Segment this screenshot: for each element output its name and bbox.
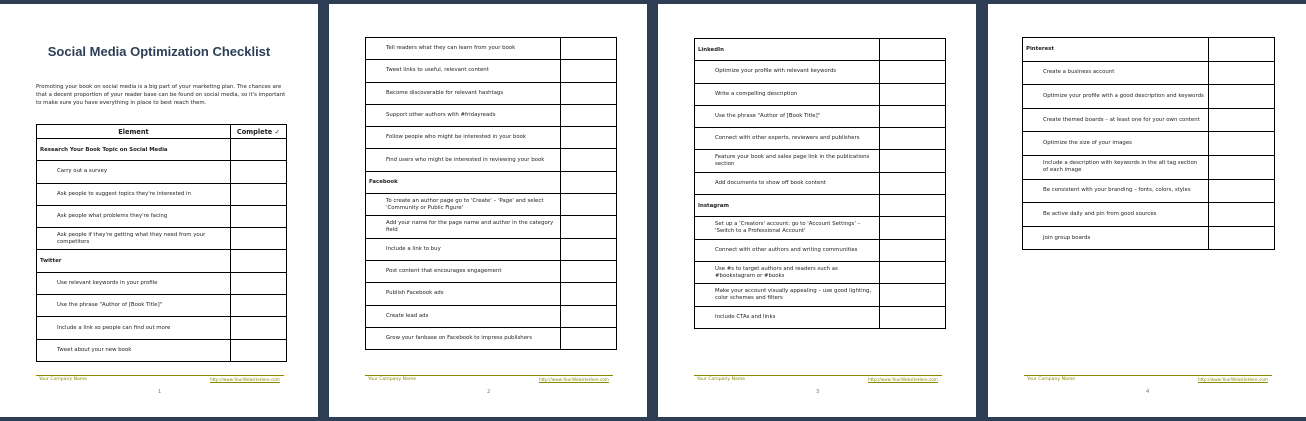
complete-checkbox-cell[interactable] xyxy=(880,239,946,261)
complete-checkbox-cell[interactable] xyxy=(880,284,946,306)
checklist-row xyxy=(37,161,287,183)
complete-checkbox-cell[interactable] xyxy=(880,105,946,127)
complete-checkbox-cell[interactable] xyxy=(880,217,946,239)
section-heading: Pinterest xyxy=(1023,38,1209,62)
complete-checkbox-cell[interactable] xyxy=(231,228,287,250)
footer-rule xyxy=(1024,375,1272,376)
document-page-4 xyxy=(988,4,1306,417)
footer-rule xyxy=(36,375,284,376)
checklist-table-page-3 xyxy=(694,38,946,329)
header-element: Element xyxy=(37,125,231,139)
complete-checkbox-cell[interactable] xyxy=(880,128,946,150)
checklist-item-label: Optimize the size of your images xyxy=(1023,132,1209,156)
complete-checkbox-cell[interactable] xyxy=(231,205,287,227)
complete-checkbox-cell[interactable] xyxy=(880,39,946,61)
checklist-item-label: Connect with other authors and writing communities xyxy=(695,239,880,261)
checklist-item-label: Publish Facebook ads xyxy=(366,283,561,305)
complete-checkbox-cell[interactable] xyxy=(561,104,617,126)
checklist-row xyxy=(1023,203,1275,227)
section-row xyxy=(695,39,946,61)
checklist-item-label: Create lead ads xyxy=(366,305,561,327)
complete-checkbox-cell[interactable] xyxy=(1209,179,1275,203)
checklist-row xyxy=(366,194,617,216)
section-row xyxy=(695,195,946,217)
checklist-row xyxy=(1023,155,1275,179)
section-heading: Research Your Book Topic on Social Media xyxy=(37,139,231,161)
complete-checkbox-cell[interactable] xyxy=(231,339,287,361)
page-number: 3 xyxy=(816,389,820,395)
checklist-item-label: Support other authors with #fridayreads xyxy=(366,104,561,126)
checklist-row xyxy=(366,38,617,60)
checklist-table-page-1 xyxy=(36,124,287,362)
section-row xyxy=(37,250,287,272)
footer-website-link[interactable]: http://www.YourWebsiteHere.com xyxy=(210,377,280,382)
complete-checkbox-cell[interactable] xyxy=(880,83,946,105)
checklist-item-label: Tweet about your new book xyxy=(37,339,231,361)
footer-rule xyxy=(365,375,613,376)
footer-company: Your Company Name xyxy=(39,377,88,382)
checklist-item-label: Follow people who might be interested in your book xyxy=(366,127,561,149)
checklist-row xyxy=(695,128,946,150)
checklist-item-label: Include a link to buy xyxy=(366,238,561,260)
section-row xyxy=(37,139,287,161)
header-complete: Complete ✓ xyxy=(231,125,287,139)
checklist-item-label: Be consistent with your branding – fonts, colors, styles xyxy=(1023,179,1209,203)
complete-checkbox-cell[interactable] xyxy=(231,317,287,339)
checklist-row xyxy=(695,172,946,194)
checklist-item-label: Join group boards xyxy=(1023,226,1209,250)
complete-checkbox-cell[interactable] xyxy=(561,149,617,171)
checklist-row xyxy=(695,61,946,83)
checklist-item-label: Carry out a survey xyxy=(37,161,231,183)
checklist-item-label: Tell readers what they can learn from your book xyxy=(366,38,561,60)
document-page-2 xyxy=(329,4,647,417)
checklist-row xyxy=(37,339,287,361)
complete-checkbox-cell[interactable] xyxy=(561,260,617,282)
checklist-item-label: Ask people to suggest topics they're interested in xyxy=(37,183,231,205)
checklist-item-label: Set up a 'Creators' account: go to 'Account Settings' – 'Switch to a Professional Account' xyxy=(695,217,880,239)
checklist-row xyxy=(366,305,617,327)
checklist-item-label: Ask people what problems they're facing xyxy=(37,205,231,227)
checklist-item-label: Include a description with keywords in the alt tag section of each image xyxy=(1023,155,1209,179)
section-row xyxy=(366,171,617,193)
complete-checkbox-cell[interactable] xyxy=(1209,85,1275,109)
checklist-row xyxy=(37,205,287,227)
checklist-item-label: Use the phrase "Author of [Book Title]" xyxy=(695,105,880,127)
checklist-item-label: Add documents to show off book content xyxy=(695,172,880,194)
complete-checkbox-cell[interactable] xyxy=(231,161,287,183)
complete-checkbox-cell[interactable] xyxy=(1209,61,1275,85)
checklist-row xyxy=(366,327,617,349)
section-heading: Instagram xyxy=(695,195,880,217)
complete-checkbox-cell[interactable] xyxy=(561,60,617,82)
checklist-row xyxy=(37,183,287,205)
checklist-row xyxy=(37,228,287,250)
checklist-item-label: Use #s to target authors and readers such as #bookstagram or #books xyxy=(695,261,880,283)
checklist-item-label: Grow your fanbase on Facebook to impress publishers xyxy=(366,327,561,349)
complete-checkbox-cell[interactable] xyxy=(1209,132,1275,156)
checklist-item-label: Create a business account xyxy=(1023,61,1209,85)
checklist-row xyxy=(695,261,946,283)
complete-checkbox-cell[interactable] xyxy=(231,250,287,272)
complete-checkbox-cell[interactable] xyxy=(880,61,946,83)
checklist-row xyxy=(366,283,617,305)
checklist-item-label: Make your account visually appealing – use good lighting, color schemes and filters xyxy=(695,284,880,306)
checklist-row xyxy=(37,295,287,317)
checklist-item-label: To create an author page go to 'Create' – 'Page' and select 'Community or Public Figure' xyxy=(366,194,561,216)
checklist-item-label: Optimize your profile with a good description and keywords xyxy=(1023,85,1209,109)
complete-checkbox-cell[interactable] xyxy=(561,82,617,104)
checklist-row xyxy=(1023,226,1275,250)
document-page-1 xyxy=(0,4,318,417)
complete-checkbox-cell[interactable] xyxy=(1209,155,1275,179)
document-page-3 xyxy=(658,4,976,417)
complete-checkbox-cell[interactable] xyxy=(1209,108,1275,132)
footer-company: Your Company Name xyxy=(368,377,417,382)
checklist-row xyxy=(1023,85,1275,109)
checklist-row xyxy=(366,127,617,149)
footer-rule xyxy=(694,375,942,376)
checklist-row xyxy=(695,284,946,306)
checklist-row xyxy=(366,216,617,238)
checklist-table-page-2 xyxy=(365,37,617,350)
section-heading: LinkedIn xyxy=(695,39,880,61)
checklist-row xyxy=(695,105,946,127)
checklist-item-label: Use the phrase "Author of [Book Title]" xyxy=(37,295,231,317)
checklist-row xyxy=(366,260,617,282)
checklist-row xyxy=(695,306,946,328)
complete-checkbox-cell[interactable] xyxy=(561,216,617,238)
complete-checkbox-cell[interactable] xyxy=(561,171,617,193)
complete-checkbox-cell[interactable] xyxy=(231,183,287,205)
checklist-row xyxy=(37,272,287,294)
complete-checkbox-cell[interactable] xyxy=(561,283,617,305)
intro-paragraph: Promoting your book on social media is a big part of your marketing plan. The chances are that a decent proportion of your reader base can be found on social media, so it's important to make sure you have everything in place to best reach them. xyxy=(36,84,286,106)
checklist-row xyxy=(366,149,617,171)
complete-checkbox-cell[interactable] xyxy=(231,272,287,294)
page-number: 4 xyxy=(1146,389,1150,395)
checklist-row xyxy=(366,104,617,126)
checklist-item-label: Post content that encourages engagement xyxy=(366,260,561,282)
section-heading: Facebook xyxy=(366,171,561,193)
footer-website-link[interactable]: http://www.YourWebsiteHere.com xyxy=(868,377,938,382)
checklist-item-label: Be active daily and pin from good sources xyxy=(1023,203,1209,227)
complete-checkbox-cell[interactable] xyxy=(1209,226,1275,250)
checklist-item-label: Tweet links to useful, relevant content xyxy=(366,60,561,82)
footer-company: Your Company Name xyxy=(1027,377,1076,382)
checklist-item-label: Feature your book and sales page link in the publications section xyxy=(695,150,880,172)
footer-website-link[interactable]: http://www.YourWebsiteHere.com xyxy=(539,377,609,382)
checklist-item-label: Write a compelling description xyxy=(695,83,880,105)
complete-checkbox-cell[interactable] xyxy=(1209,203,1275,227)
section-row xyxy=(1023,38,1275,62)
footer-company: Your Company Name xyxy=(697,377,746,382)
document-title: Social Media Optimization Checklist xyxy=(47,44,271,59)
checklist-item-label: Find users who might be interested in reviewing your book xyxy=(366,149,561,171)
checklist-item-label: Include CTAs and links xyxy=(695,306,880,328)
checklist-row xyxy=(1023,108,1275,132)
checklist-item-label: Optimize your profile with relevant keywords xyxy=(695,61,880,83)
complete-checkbox-cell[interactable] xyxy=(561,238,617,260)
complete-checkbox-cell[interactable] xyxy=(880,150,946,172)
page-number: 2 xyxy=(487,389,491,395)
checklist-row xyxy=(695,217,946,239)
checklist-row xyxy=(1023,179,1275,203)
complete-checkbox-cell[interactable] xyxy=(231,295,287,317)
checklist-row xyxy=(366,82,617,104)
page-number: 1 xyxy=(158,389,162,395)
checklist-row xyxy=(695,83,946,105)
checklist-item-label: Become discoverable for relevant hashtags xyxy=(366,82,561,104)
checklist-row xyxy=(1023,61,1275,85)
footer-website-link[interactable]: http://www.YourWebsiteHere.com xyxy=(1198,377,1268,382)
complete-checkbox-cell[interactable] xyxy=(561,38,617,60)
checklist-item-label: Add your name for the page name and author in the category field xyxy=(366,216,561,238)
complete-checkbox-cell[interactable] xyxy=(880,172,946,194)
checklist-item-label: Ask people if they're getting what they need from your competitors xyxy=(37,228,231,250)
checklist-item-label: Connect with other experts, reviewers and publishers xyxy=(695,128,880,150)
complete-checkbox-cell[interactable] xyxy=(561,127,617,149)
checklist-table-page-4 xyxy=(1022,37,1275,250)
checklist-row xyxy=(1023,132,1275,156)
checklist-row xyxy=(695,239,946,261)
complete-checkbox-cell[interactable] xyxy=(561,194,617,216)
complete-checkbox-cell[interactable] xyxy=(880,195,946,217)
checklist-row xyxy=(37,317,287,339)
complete-checkbox-cell[interactable] xyxy=(561,327,617,349)
complete-checkbox-cell[interactable] xyxy=(880,306,946,328)
complete-checkbox-cell[interactable] xyxy=(561,305,617,327)
checklist-item-label: Create themed boards – at least one for your own content xyxy=(1023,108,1209,132)
complete-checkbox-cell[interactable] xyxy=(231,139,287,161)
checklist-item-label: Use relevant keywords in your profile xyxy=(37,272,231,294)
checklist-row xyxy=(366,60,617,82)
section-heading: Twitter xyxy=(37,250,231,272)
checklist-row xyxy=(366,238,617,260)
checklist-row xyxy=(695,150,946,172)
complete-checkbox-cell[interactable] xyxy=(880,261,946,283)
checklist-item-label: Include a link so people can find out more xyxy=(37,317,231,339)
complete-checkbox-cell[interactable] xyxy=(1209,38,1275,62)
